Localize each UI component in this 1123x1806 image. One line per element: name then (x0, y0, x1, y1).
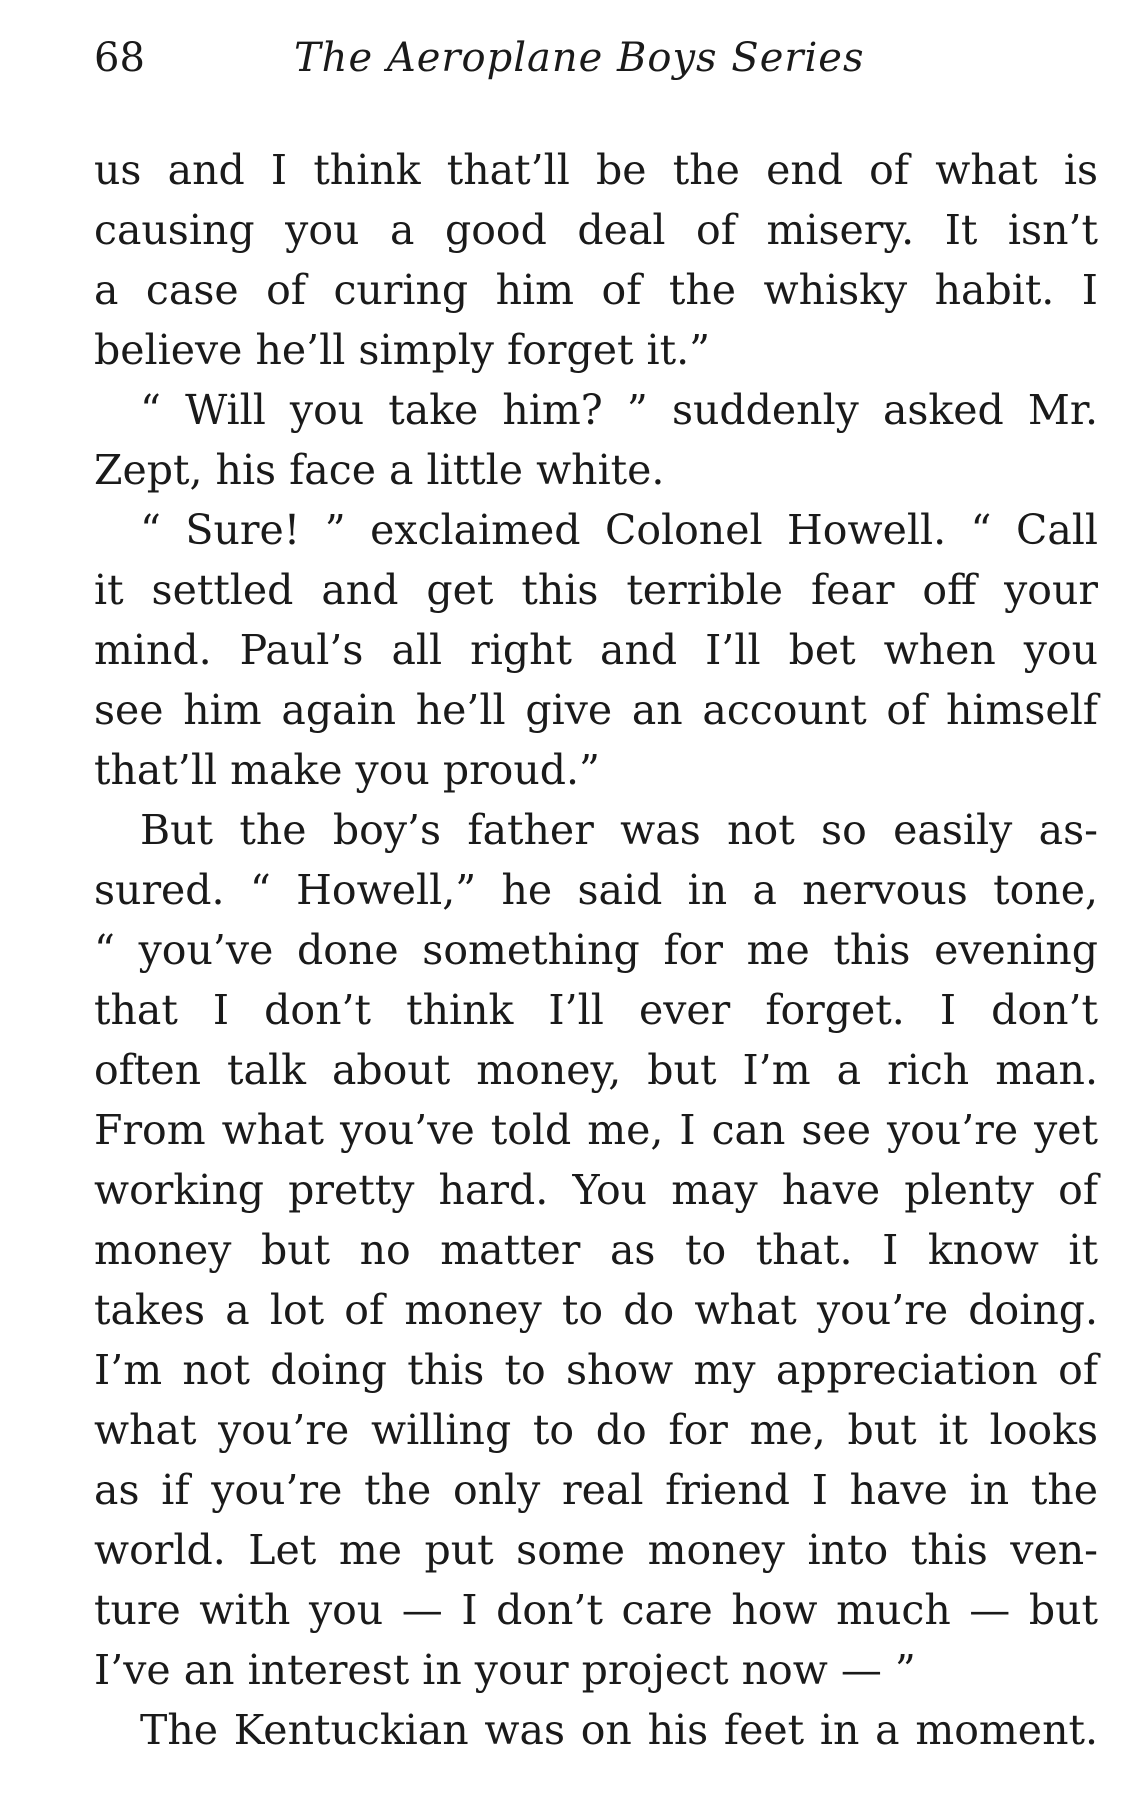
text-line: world. Let me put some money into this ven- (94, 1526, 1098, 1574)
text-line: I’ve an interest in your project now — ” (94, 1646, 916, 1694)
text-line: it settled and get this terrible fear off your (94, 566, 1098, 614)
text-line: I’m not doing this to show my appreciation of (94, 1346, 1098, 1394)
text-line: believe he’ll simply forget it.” (94, 326, 711, 374)
running-title: The Aeroplane Boys Series (294, 35, 865, 81)
text-line: “ Will you take him? ” suddenly asked Mr. (140, 386, 1098, 434)
text-line: money but no matter as to that. I know it (94, 1226, 1098, 1274)
text-line: But the boy’s father was not so easily as- (140, 806, 1098, 854)
page-header (94, 28, 1094, 88)
text-line: often talk about money, but I’m a rich man. (94, 1046, 1098, 1094)
body-text (94, 140, 1098, 1760)
text-line: causing you a good deal of misery. It isn’t (94, 206, 1098, 254)
text-line: Zept, his face a little white. (94, 446, 665, 494)
text-line: a case of curing him of the whisky habit. I (94, 266, 1098, 314)
page-number: 68 (94, 35, 145, 81)
text-line: sured. “ Howell,” he said in a nervous tone, (94, 866, 1098, 914)
text-line: From what you’ve told me, I can see you’re yet (94, 1106, 1098, 1154)
text-line: that I don’t think I’ll ever forget. I don’t (94, 986, 1098, 1034)
text-line: The Kentuckian was on his feet in a moment. (140, 1706, 1098, 1754)
text-line: that’ll make you proud.” (94, 746, 601, 794)
text-line: us and I think that’ll be the end of what is (94, 146, 1098, 194)
text-line: ture with you — I don’t care how much — but (94, 1586, 1098, 1634)
text-line: takes a lot of money to do what you’re doing. (94, 1286, 1098, 1334)
text-line: see him again he’ll give an account of himself (94, 686, 1098, 734)
text-line: “ Sure! ” exclaimed Colonel Howell. “ Call (140, 506, 1098, 554)
text-line: as if you’re the only real friend I have in the (94, 1466, 1098, 1514)
text-line: working pretty hard. You may have plenty of (94, 1166, 1098, 1214)
text-line: “ you’ve done something for me this evening (94, 926, 1098, 974)
text-line: mind. Paul’s all right and I’ll bet when you (94, 626, 1098, 674)
text-line: what you’re willing to do for me, but it looks (94, 1406, 1098, 1454)
